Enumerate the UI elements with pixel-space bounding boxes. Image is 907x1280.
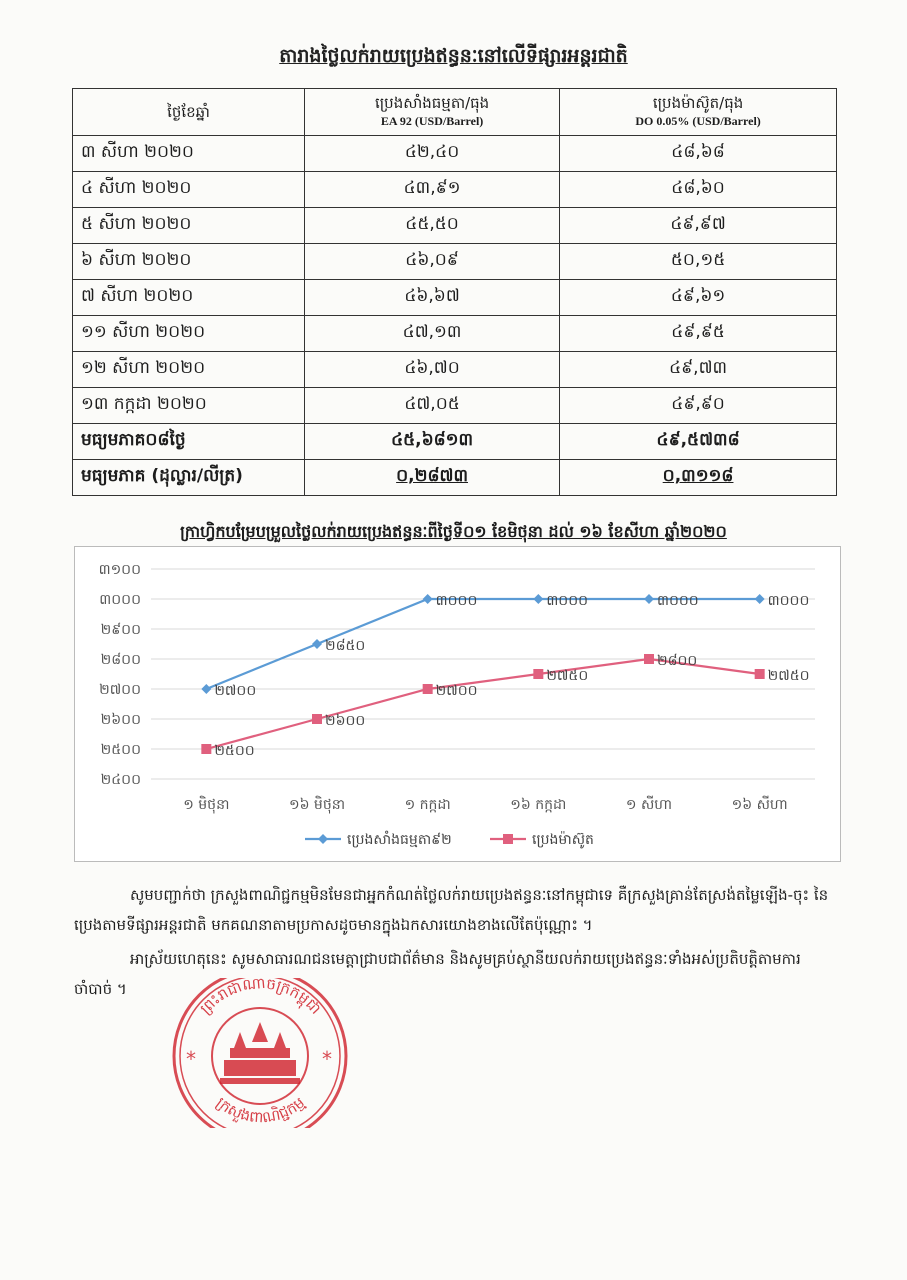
- y-tick-label: ២៥០០: [100, 742, 141, 758]
- cell-date: ៥ សីហា ២០២០: [73, 208, 305, 244]
- price-chart: [74, 546, 841, 862]
- x-tick-label: ១ សីហា: [625, 797, 673, 813]
- data-point: [755, 669, 765, 679]
- chart-title: ក្រាហ្វិកបម្រែបម្រួលថ្លៃលក់រាយប្រេងឥន្ធនៈពីថ្ងៃទី០១ ខែមិថុនា ដល់ ១៦ ខែសីហា ឆ្នាំ២០២០: [180, 522, 727, 541]
- cell-date: ៧ សីហា ២០២០: [73, 280, 305, 316]
- series-line: [206, 599, 759, 689]
- header-diesel: ប្រេងម៉ាស៊ូត/ធុង DO 0.05% (USD/Barrel): [560, 89, 837, 136]
- seal-top-text: ព្រះរាជាណាចក្រកម្ពុជា: [196, 978, 325, 1018]
- y-tick-label: ២៩០០: [100, 622, 141, 638]
- x-tick-label: ១៦ កក្កដា: [510, 797, 567, 813]
- data-label: ៣០០០: [657, 593, 699, 609]
- data-label: ២៧០០: [435, 683, 478, 699]
- legend-marker: [503, 834, 513, 844]
- cell-gasoline: ៤៦,០៩: [305, 244, 560, 280]
- average-per-liter-diesel: ០,៣១១៨: [560, 460, 837, 496]
- data-label: ៣០០០: [767, 593, 810, 609]
- table-row: [73, 244, 837, 280]
- cell-diesel: ៥០,១៥: [560, 244, 837, 280]
- seal-star-right: *: [322, 1047, 332, 1071]
- data-label: ២៨៥០: [325, 638, 366, 654]
- cell-gasoline: ៤៣,៩១: [305, 172, 560, 208]
- cell-gasoline: ៤៦,៧០: [305, 352, 560, 388]
- data-label: ២៧៥០: [546, 668, 589, 684]
- table-row: [73, 280, 837, 316]
- cell-diesel: ៤៩,៧៣: [560, 352, 837, 388]
- paragraph-note: សូមបញ្ជាក់ថា ក្រសួងពាណិជ្ជកម្មមិនមែនជាអ្នកកំណត់ថ្លៃលក់រាយប្រេងឥន្ធនៈនៅកម្ពុជាទេ គឺក្រសួងគ្រាន់តែស្រង់តម្លៃឡើង-ចុះ នៃប្រេងតាមទីផ្សារអន្តរជាតិ មកគណនាតាមប្រកាសដូចមានក្នុងឯកសារយោងខាងលើតែប៉ុណ្ណោះ ។: [74, 886, 829, 934]
- x-tick-label: ១៦ សីហា: [731, 797, 788, 813]
- cell-gasoline: ៤៥,៥០: [305, 208, 560, 244]
- data-label: ៣០០០: [546, 593, 589, 609]
- data-point: [312, 639, 322, 649]
- data-point: [644, 654, 654, 664]
- average-gasoline: ៤៥,៦៨១៣: [305, 424, 560, 460]
- table-body: [73, 136, 837, 424]
- price-table: [72, 88, 837, 496]
- cell-date: ៣ សីហា ២០២០: [73, 136, 305, 172]
- legend-label: ប្រេងម៉ាស៊ូត: [532, 832, 594, 848]
- data-point: [423, 684, 433, 694]
- y-tick-label: ២៦០០: [100, 712, 141, 728]
- average-diesel: ៤៩,៥៧៣៨: [560, 424, 837, 460]
- table-row: [73, 352, 837, 388]
- y-tick-label: ៣០០០: [99, 592, 141, 608]
- table-row: [73, 136, 837, 172]
- page-title: តារាងថ្លៃលក់រាយប្រេងឥន្ធនៈនៅលើទីផ្សារអន្តរជាតិ: [279, 45, 628, 67]
- cell-date: ៦ សីហា ២០២០: [73, 244, 305, 280]
- legend-label: ប្រេងសាំងធម្មតា៩២: [347, 832, 452, 848]
- x-tick-label: ១៦ មិថុនា: [288, 797, 346, 813]
- chart-svg: [75, 547, 840, 861]
- cell-diesel: ៤៩,៩០: [560, 388, 837, 424]
- svg-text:ក្រសួងពាណិជ្ជកម្ម: [213, 1093, 308, 1126]
- y-tick-label: ៣១០០: [98, 562, 141, 578]
- cell-gasoline: ៤២,៤០: [305, 136, 560, 172]
- cell-gasoline: ៤៧,០៥: [305, 388, 560, 424]
- data-label: ២៧៥០: [767, 668, 810, 684]
- official-seal: [168, 978, 353, 1128]
- temple-emblem: [220, 1022, 300, 1084]
- data-label: ៣០០០: [435, 593, 478, 609]
- data-point: [533, 594, 543, 604]
- data-label: ២៦០០: [325, 713, 366, 729]
- y-tick-label: ២៤០០: [100, 772, 141, 788]
- table-header-row: [73, 89, 837, 136]
- cell-diesel: ៤៨,៦៨: [560, 136, 837, 172]
- table-row: [73, 172, 837, 208]
- average-per-liter-row: [73, 460, 837, 496]
- seal-star-left: *: [186, 1047, 196, 1071]
- cell-diesel: ៤៨,៦០: [560, 172, 837, 208]
- cell-gasoline: ៤៧,១៣: [305, 316, 560, 352]
- cell-date: ៤ សីហា ២០២០: [73, 172, 305, 208]
- cell-diesel: ៤៩,៩៥: [560, 316, 837, 352]
- data-point: [312, 714, 322, 724]
- data-label: ២៨០០: [657, 653, 698, 669]
- seal-bottom-text: ក្រសួងពាណិជ្ជកម្ម: [212, 1093, 309, 1127]
- y-tick-label: ២៨០០: [100, 652, 141, 668]
- cell-date: ១៣ កក្កដា ២០២០: [73, 388, 305, 424]
- table-row: [73, 208, 837, 244]
- x-tick-label: ១ មិថុនា: [183, 797, 230, 813]
- series-line: [206, 659, 759, 749]
- y-tick-label: ២៧០០: [99, 682, 141, 698]
- table-row: [73, 316, 837, 352]
- paragraph-instruction: អាស្រ័យហេតុនេះ សូមសាធារណជនមេត្តាជ្រាបជាព័ត៌មាន និងសូមគ្រប់ស្ថានីយលក់រាយប្រេងឥន្ធនៈទាំងអស់ប្រតិបត្តិតាមការចាំបាច់ ។: [74, 950, 801, 998]
- table-row: [73, 388, 837, 424]
- data-point: [201, 744, 211, 754]
- header-date: ថ្ងៃខែឆ្នាំ: [73, 89, 305, 136]
- data-point: [755, 594, 765, 604]
- data-point: [201, 684, 211, 694]
- cell-date: ១១ សីហា ២០២០: [73, 316, 305, 352]
- average-row: [73, 424, 837, 460]
- header-gasoline: ប្រេងសាំងធម្មតា/ធុង EA 92 (USD/Barrel): [305, 89, 560, 136]
- average-per-liter-gasoline: ០,២៨៧៣: [305, 460, 560, 496]
- data-label: ២៥០០: [214, 743, 255, 759]
- cell-diesel: ៤៩,៩៧: [560, 208, 837, 244]
- average-per-liter-label: មធ្យមភាគ (ដុល្លារ/លីត្រ): [73, 460, 305, 496]
- average-label: មធ្យមភាគ០៨ថ្ងៃ: [73, 424, 305, 460]
- data-point: [423, 594, 433, 604]
- data-label: ២៧០០: [214, 683, 257, 699]
- cell-diesel: ៤៩,៦១: [560, 280, 837, 316]
- cell-date: ១២ សីហា ២០២០: [73, 352, 305, 388]
- cell-gasoline: ៤៦,៦៧: [305, 280, 560, 316]
- legend-marker: [318, 834, 328, 844]
- data-point: [644, 594, 654, 604]
- data-point: [533, 669, 543, 679]
- x-tick-label: ១ កក្កដា: [404, 797, 451, 813]
